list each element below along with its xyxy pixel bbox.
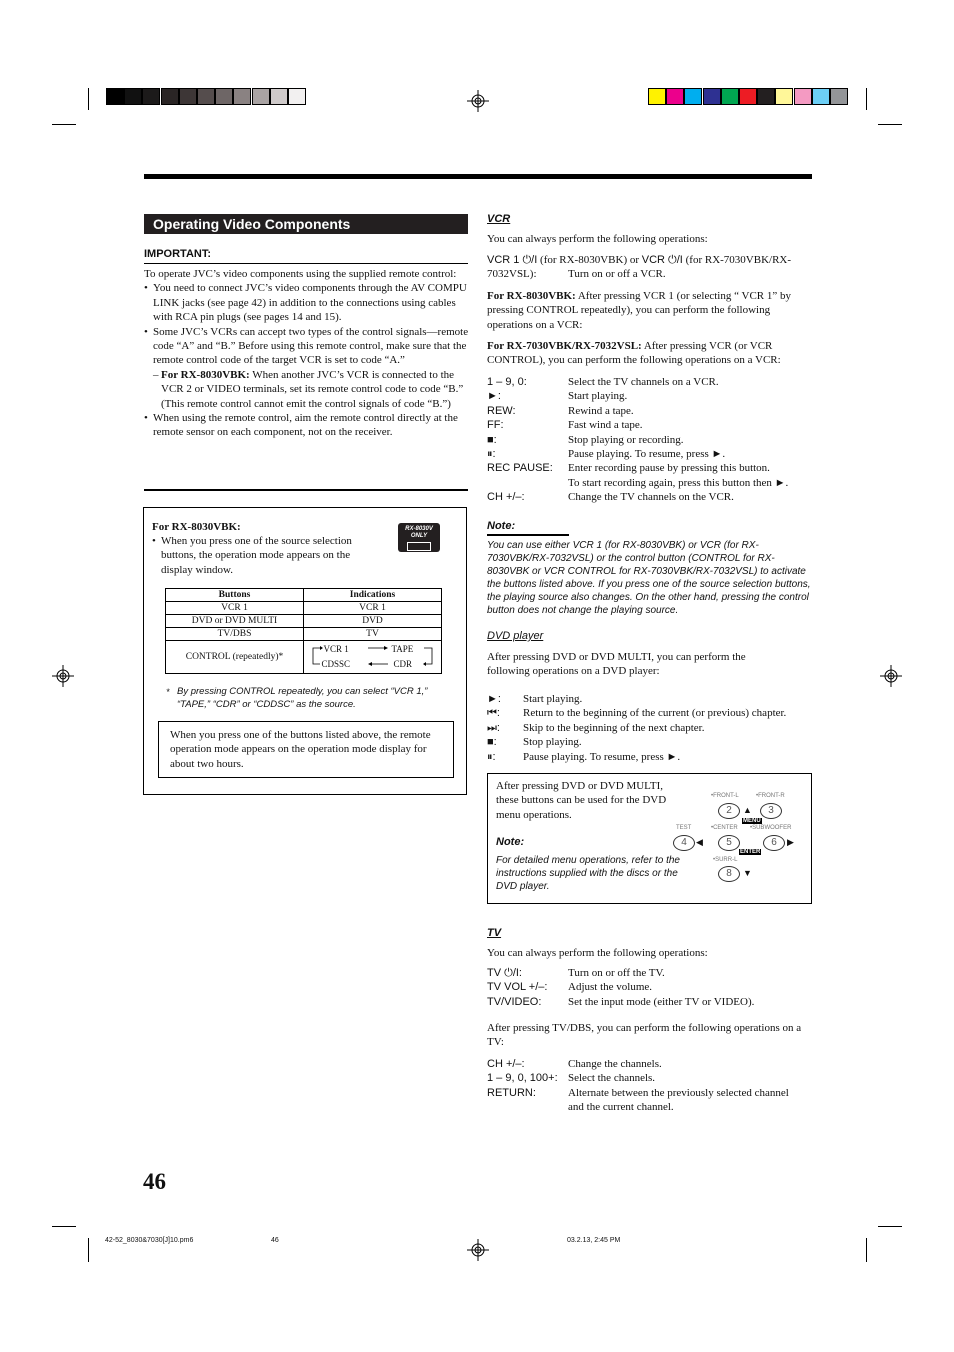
op-desc: To start recording again, press this button then ►. <box>568 476 789 489</box>
list-item <box>487 736 812 750</box>
key-5-button[interactable]: 5 <box>718 835 740 851</box>
list-item <box>487 477 812 491</box>
op-key: REC PAUSE: <box>487 462 553 475</box>
key-label: •SUBWOOFER <box>750 825 792 831</box>
registration-swatch <box>812 88 830 105</box>
registration-swatch <box>288 88 306 105</box>
op-key: ⏸: <box>487 447 496 460</box>
op-desc: Turn on or off the TV. <box>568 967 665 979</box>
list-item <box>487 1072 812 1086</box>
op-key: ►: <box>487 390 501 403</box>
page-title: Operating Video Components <box>144 214 468 234</box>
registration-swatch <box>233 88 251 105</box>
vcr-note-label: Note: <box>487 520 516 532</box>
registration-target-icon <box>880 665 902 687</box>
list-item <box>487 722 812 736</box>
op-key: ⏭: <box>487 721 500 734</box>
vcr-power-desc: Turn on or off a VCR. <box>568 268 666 280</box>
op-key: REW: <box>487 404 516 417</box>
vcr-power-model: 7032VSL): <box>487 268 537 280</box>
list-item <box>487 390 812 404</box>
vcr1-power-key: VCR 1 ⏻/I <box>487 254 538 266</box>
tv-operations-list-2 <box>487 1058 812 1116</box>
registration-target-icon <box>52 665 74 687</box>
vcr-power-key: VCR ⏻/I <box>641 254 683 266</box>
tv-always: You can always perform the following operations: <box>487 947 708 959</box>
vcr-7030-paragraph <box>487 339 812 368</box>
op-desc: Change the channels. <box>568 1058 662 1070</box>
crop-mark <box>52 124 76 125</box>
registration-swatch <box>703 88 721 105</box>
key-label: TEST <box>676 825 692 831</box>
op-desc: Enter recording pause by pressing this button. <box>568 462 770 475</box>
vcr-power-text: (for RX-8030VBK) or <box>537 254 642 266</box>
op-key: TV ⏻/I: <box>487 967 522 979</box>
registration-swatch <box>197 88 215 105</box>
key-label: •SURR-L <box>713 857 738 863</box>
dvd-section-title: DVD player <box>487 630 544 642</box>
op-key: CH +/–: <box>487 491 525 504</box>
subnote-text: When another JVC’s VCR is connected to the VCR 2 or VIDEO terminals, set its remote control code to code “B.” (This remote control cannot emit the control signals of code “B.”) <box>161 368 464 410</box>
important-subnote: – For RX-8030VBK: When another JVC’s VCR is connected to the VCR 2 or VIDEO terminals, set its remote control code to code “B.” (This remote control cannot emit the control signals of code “B.”) <box>153 368 464 410</box>
table-cell: TV <box>304 628 442 641</box>
table-row <box>166 602 442 615</box>
vcr-8030-paragraph <box>487 289 812 332</box>
tv-section-title: TV <box>487 927 502 939</box>
important-body <box>144 267 469 440</box>
registration-swatch <box>106 88 124 105</box>
vcr-7030-text: After pressing VCR (or VCR CONTROL), you can perform the following operations on a VCR: <box>487 340 781 367</box>
op-key: ►: <box>487 693 501 705</box>
list-item <box>487 981 812 995</box>
dvd-box-note-label: Note: <box>496 836 525 848</box>
crop-mark <box>52 1226 76 1227</box>
vcr-always: You can always perform the following operations: <box>487 233 708 245</box>
registration-swatch <box>794 88 812 105</box>
registration-swatch <box>215 88 233 105</box>
important-bullet: • Some JVC’s VCRs can accept two types of the control signals—remote code “A” and “B.” Before using this remote control, make sure that the remote control code of the target VCR is set to code “A.” <box>144 325 469 368</box>
cycle-label: TAPE <box>391 644 414 654</box>
footnote-star: * <box>166 687 170 697</box>
crop-mark <box>866 88 867 110</box>
list-item <box>487 751 812 765</box>
table-cell: DVD <box>304 615 442 628</box>
down-arrow-icon: ▼ <box>743 868 752 878</box>
key-6-button[interactable]: 6 <box>763 835 785 851</box>
control-cycle-diagram <box>308 642 438 672</box>
op-desc: Select the TV channels on a VCR. <box>568 376 719 388</box>
registration-swatch <box>142 88 160 105</box>
list-item <box>487 1058 812 1072</box>
panel-title: For RX-8030VBK: <box>152 521 241 533</box>
key-8-button[interactable]: 8 <box>718 866 740 882</box>
registration-swatch <box>775 88 793 105</box>
registration-swatch <box>252 88 270 105</box>
indications-table <box>165 588 442 674</box>
important-bullet: • You need to connect JVC’s video components through the AV COMPU LINK jacks (see page 42) in addition to the connections using cables with RCA pin plugs (see pages 14 and 15). <box>144 281 469 324</box>
key-label: •FRONT-R <box>756 793 785 799</box>
enter-label: ENTER <box>740 849 761 855</box>
page-number: 46 <box>143 1169 166 1194</box>
footer-file: 42-52_8030&7030[J]10.pm6 <box>105 1237 194 1244</box>
vcr-power-text: (for RX-7030VBK/RX- <box>682 254 792 266</box>
registration-target-icon <box>467 1239 489 1261</box>
op-desc: Change the TV channels on the VCR. <box>568 491 734 504</box>
dvd-operations-list <box>487 693 812 765</box>
list-item <box>487 996 812 1010</box>
op-desc: Pause playing. To resume, press ►. <box>523 750 681 763</box>
op-desc: Select the channels. <box>568 1072 656 1085</box>
registration-swatch <box>270 88 288 105</box>
panel-text: • When you press one of the source selection buttons, the operation mode appears on the display window. <box>152 534 383 577</box>
tv-after: After pressing TV/DBS, you can perform the following operations on a TV: <box>487 1022 802 1049</box>
key-label: •CENTER <box>711 825 738 831</box>
registration-swatch <box>684 88 702 105</box>
vcr-operations-list <box>487 376 812 506</box>
dvd-box-note: For detailed menu operations, refer to the instructions supplied with the discs or the DVD player. <box>496 855 680 892</box>
registration-swatch <box>161 88 179 105</box>
header-rule <box>144 174 812 179</box>
important-intro: To operate JVC’s video components using the supplied remote control: <box>144 268 457 280</box>
vcr-power-line <box>487 253 812 267</box>
list-item <box>487 405 812 419</box>
op-desc: Pause playing. To resume, press ►. <box>568 447 726 460</box>
op-key: 1 – 9, 0: <box>487 376 527 388</box>
vcr-8030-text: After pressing VCR 1 (or selecting “ VCR 1” by pressing CONTROL repeatedly), you can perform the following operations on a VCR: <box>487 290 792 331</box>
registration-swatch <box>124 88 142 105</box>
vcr-note: You can use either VCR 1 (for RX-8030VBK) or VCR (for RX-7030VBK/RX-7032VSL) or the control button (CONTROL for RX-8030VBK or VCR CONTROL for RX-7030VBK/RX-7032VSL) to activate the buttons listed above. If you press one of the source selection buttons, the playing source also changes. On the other hand, pressing the control button does not change the playing source. <box>487 540 811 616</box>
op-key: ⏮: <box>487 707 500 720</box>
op-key: ■: <box>487 736 497 749</box>
table-row <box>166 628 442 641</box>
table-row <box>166 615 442 628</box>
list-item <box>487 376 812 390</box>
control-cycle-cell <box>304 641 442 674</box>
cycle-arrows-icon <box>308 642 438 672</box>
rx8030-panel <box>143 507 467 795</box>
list-item <box>487 693 812 707</box>
cycle-label: CDR <box>393 659 413 669</box>
cycle-label: VCR 1 <box>323 644 349 654</box>
registration-swatch <box>721 88 739 105</box>
inner-note: When you press one of the buttons listed above, the remote operation mode appears on the operation mode display for about two hours. <box>170 729 431 770</box>
op-desc: Stop playing or recording. <box>568 433 684 446</box>
registration-swatch <box>739 88 757 105</box>
key-3-button[interactable]: 3 <box>760 803 782 819</box>
list-item <box>487 434 812 448</box>
op-desc: Start playing. <box>523 693 583 705</box>
footer-page: 46 <box>271 1237 279 1244</box>
cycle-label: CDSSC <box>321 659 351 669</box>
table-cell: VCR 1 <box>166 602 304 615</box>
op-desc: Adjust the volume. <box>568 981 653 994</box>
op-desc: Set the input mode (either TV or VIDEO). <box>568 995 755 1008</box>
op-desc: Rewind a tape. <box>568 404 634 417</box>
table-row <box>166 641 442 674</box>
table-cell: VCR 1 <box>304 602 442 615</box>
op-key: FF: <box>487 419 504 432</box>
table-cell: DVD or DVD MULTI <box>166 615 304 628</box>
registration-target-icon <box>467 90 489 112</box>
op-key: TV/VIDEO: <box>487 995 542 1008</box>
key-label: •FRONT-L <box>711 793 739 799</box>
op-desc: Return to the beginning of the current (or previous) chapter. <box>523 707 787 720</box>
note-rule <box>487 534 569 536</box>
op-desc: Fast wind a tape. <box>568 419 643 432</box>
table-header: Buttons <box>166 589 304 602</box>
op-desc: Stop playing. <box>523 736 582 749</box>
list-item <box>487 491 812 505</box>
dvd-menu-box <box>487 773 812 904</box>
vcr-7030-bold: For RX-7030VBK/RX-7032VSL: <box>487 340 642 352</box>
registration-swatch <box>179 88 197 105</box>
registration-swatch <box>648 88 666 105</box>
left-arrow-icon: ◀ <box>696 837 703 847</box>
rx8030v-only-badge <box>398 523 440 552</box>
crop-mark <box>866 1238 867 1262</box>
list-item <box>487 419 812 433</box>
crop-mark <box>878 1226 902 1227</box>
list-item <box>487 1087 812 1101</box>
vcr-section-title: VCR <box>487 213 511 225</box>
panel-footnote: By pressing CONTROL repeatedly, you can select “VCR 1,” “TAPE,” “CDR” or “CDDSC” as the source. <box>177 686 428 710</box>
inner-note-box <box>158 721 454 778</box>
key-4-button[interactable]: 4 <box>673 835 695 851</box>
dvd-menu-text: After pressing DVD or DVD MULTI, these buttons can be used for the DVD menu operations. <box>496 780 667 821</box>
list-item <box>487 707 812 721</box>
op-desc: and the current channel. <box>568 1101 674 1114</box>
list-item <box>487 448 812 462</box>
table-header: Indications <box>304 589 442 602</box>
important-rule <box>144 263 468 264</box>
registration-swatch <box>666 88 684 105</box>
important-end-rule <box>144 489 468 491</box>
badge-display-icon <box>407 542 431 551</box>
table-cell: CONTROL (repeatedly)* <box>166 641 304 674</box>
table-cell: TV/DBS <box>166 628 304 641</box>
registration-swatch <box>830 88 848 105</box>
vcr-power-line2 <box>487 267 812 281</box>
list-item <box>487 462 812 476</box>
up-arrow-icon: ▲ <box>743 805 752 815</box>
op-desc: Start playing. <box>568 390 628 403</box>
key-2-button[interactable]: 2 <box>718 803 740 819</box>
crop-mark <box>878 124 902 125</box>
op-key: 1 – 9, 0, 100+: <box>487 1072 558 1085</box>
op-key: RETURN: <box>487 1086 536 1099</box>
right-arrow-icon: ▶ <box>787 837 794 847</box>
list-item <box>487 1101 812 1115</box>
menu-label: MENU <box>743 818 761 824</box>
op-key: ■: <box>487 433 497 446</box>
list-item <box>487 967 812 981</box>
vcr-8030-bold: For RX-8030VBK: <box>487 290 576 302</box>
subnote-bold: For RX-8030VBK: <box>161 368 250 381</box>
op-key: TV VOL +/–: <box>487 981 548 994</box>
op-desc: Skip to the beginning of the next chapter. <box>523 721 705 734</box>
registration-swatch <box>757 88 775 105</box>
tv-operations-list <box>487 967 812 1010</box>
op-key: CH +/–: <box>487 1058 525 1070</box>
badge-text: RX-8030V ONLY <box>405 526 433 539</box>
crop-mark <box>88 1238 89 1262</box>
dvd-intro: After pressing DVD or DVD MULTI, you can perform the following operations on a DVD player: <box>487 651 746 678</box>
important-label: IMPORTANT: <box>144 248 212 260</box>
op-desc: Alternate between the previously selected channel <box>568 1086 789 1099</box>
footer-date: 03.2.13, 2:45 PM <box>567 1237 621 1244</box>
crop-mark <box>88 88 89 110</box>
op-key: ⏸: <box>487 750 496 763</box>
important-bullet: • When using the remote control, aim the remote control directly at the remote sensor on each component, not on the receiver. <box>144 411 469 440</box>
